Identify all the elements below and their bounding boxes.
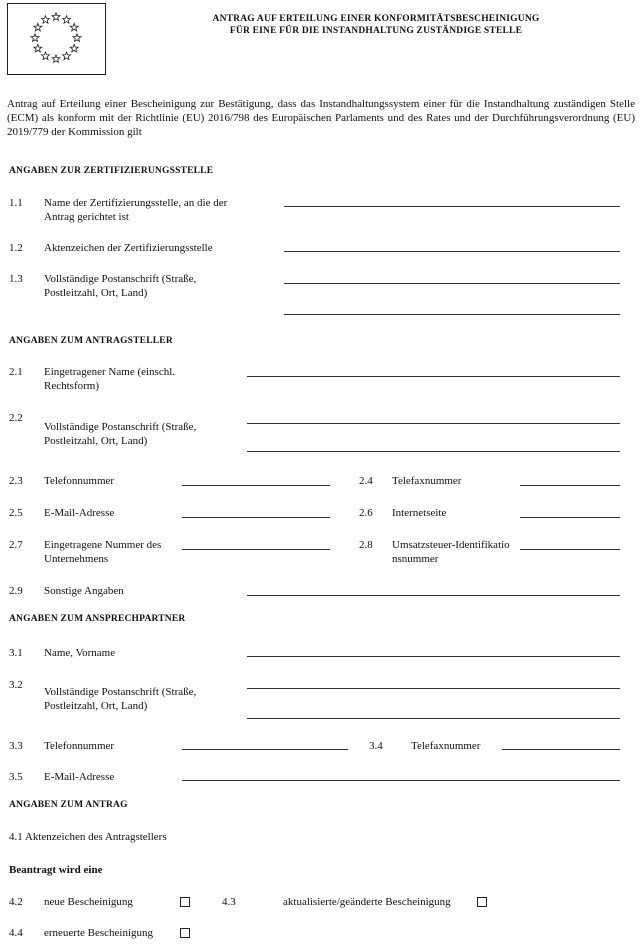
ansprechpartner-postanschrift-field-2[interactable] [247,718,620,719]
ansprechpartner-postanschrift-field-1[interactable] [247,688,620,689]
item-2-2-label: Vollständige Postanschrift (Straße, Postleitzahl, Ort, Land) [44,421,197,447]
item-3-1-number: 3.1 [9,647,23,659]
ansprechpartner-telefax-field[interactable] [502,749,620,750]
item-4-2-label: neue Bescheinigung [44,896,133,908]
item-4-3-label: aktualisierte/geänderte Bescheinigung [283,896,451,908]
zertifizierungsstelle-name-field[interactable] [284,206,620,207]
item-2-5-label: E-Mail-Adresse [44,507,115,519]
star-icon [70,44,78,52]
item-2-7-number: 2.7 [9,539,23,551]
item-4-4-label: erneuerte Bescheinigung [44,927,154,939]
star-icon [63,52,71,60]
section1-heading: ANGABEN ZUR ZERTIFIZIERUNGSSTELLE [9,166,214,176]
ansprechpartner-telefon-field[interactable] [182,749,348,750]
erneuerte-bescheinigung-checkbox[interactable] [180,928,190,938]
item-2-9-number: 2.9 [9,585,23,597]
item-2-4-label: Telefaxnummer [392,475,462,487]
item-3-4-number: 3.4 [369,740,383,752]
zertifizierungsstelle-aktenzeichen-field[interactable] [284,251,620,252]
section4-heading: ANGABEN ZUM ANTRAG [9,800,128,810]
item-3-3-number: 3.3 [9,740,23,752]
antragsteller-postanschrift-field-2[interactable] [247,451,620,452]
item-2-7-label: Eingetragene Nummer des Unternehmens [44,539,162,565]
antragsteller-internetseite-field[interactable] [520,517,620,518]
item-2-5-number: 2.5 [9,507,23,519]
item-4-2-number: 4.2 [9,896,23,908]
item-1-3-label: Vollständige Postanschrift (Straße, Postleitzahl, Ort, Land) [44,273,197,299]
form-title-line2: FÜR EINE FÜR DIE INSTANDHALTUNG ZUSTÄNDIGE STELLE [229,26,523,36]
antragsteller-ust-id-field[interactable] [520,549,620,550]
item-4-4-number: 4.4 [9,927,23,939]
item-3-5-label: E-Mail-Adresse [44,771,115,783]
antragsteller-email-field[interactable] [182,517,330,518]
neue-bescheinigung-checkbox[interactable] [180,897,190,907]
item-3-3-label: Telefonnummer [44,740,115,752]
section3-heading: ANGABEN ZUM ANSPRECHPARTNER [9,614,186,624]
antragsteller-aktenzeichen-label: 4.1 Aktenzeichen des Antragstellers [9,831,167,843]
item-1-1-label: Name der Zertifizierungsstelle, an die der Antrag gerichtet ist [44,197,228,223]
item-2-9-label: Sonstige Angaben [44,585,124,597]
item-1-3-number: 1.3 [9,273,23,285]
antragsteller-telefax-field[interactable] [520,485,620,486]
star-icon [42,52,50,60]
item-3-2-label: Vollständige Postanschrift (Straße, Postleitzahl, Ort, Land) [44,686,197,712]
item-3-5-number: 3.5 [9,771,23,783]
zertifizierungsstelle-postanschrift-field-2[interactable] [284,314,620,315]
item-1-2-number: 1.2 [9,242,23,254]
item-2-8-number: 2.8 [359,539,373,551]
item-4-3-number: 4.3 [222,896,236,908]
item-1-2-label: Aktenzeichen der Zertifizierungsstelle [44,242,213,254]
item-2-4-number: 2.4 [359,475,373,487]
intro-paragraph: Antrag auf Erteilung einer Bescheinigung zur Bestätigung, dass das Instandhaltungssystem einer für die Instandhaltung zuständigen Stelle (ECM) als konform mit der Richtlinie (EU) 2016/798 des Europäischen Parlaments und des Rates und der Durchführungsverordnung (EU) 2019/779 der Kommission gilt [7,98,635,138]
item-2-6-label: Internetseite [392,507,447,519]
ansprechpartner-email-field[interactable] [182,780,620,781]
star-icon [52,55,60,63]
zertifizierungsstelle-postanschrift-field-1[interactable] [284,283,620,284]
item-3-1-label: Name, Vorname [44,647,116,659]
item-1-1-number: 1.1 [9,197,23,209]
form-title-line1: ANTRAG AUF ERTEILUNG EINER KONFORMITÄTSBESCHEINIGUNG [212,14,540,24]
section2-heading: ANGABEN ZUM ANTRAGSTELLER [9,336,173,346]
antragsteller-telefon-field[interactable] [182,485,330,486]
item-3-4-label: Telefaxnummer [411,740,481,752]
ansprechpartner-name-field[interactable] [247,656,620,657]
item-2-6-number: 2.6 [359,507,373,519]
item-2-3-label: Telefonnummer [44,475,115,487]
item-2-1-number: 2.1 [9,366,23,378]
antragsteller-registernummer-field[interactable] [182,549,330,550]
item-2-2-number: 2.2 [9,412,23,424]
antragsteller-postanschrift-field-1[interactable] [247,423,620,424]
antragsteller-sonstige-angaben-field[interactable] [247,595,620,596]
item-2-8-label: Umsatzsteuer-Identifikationsnummer [392,539,510,565]
star-icon [34,44,42,52]
item-2-3-number: 2.3 [9,475,23,487]
antragsteller-name-field[interactable] [247,376,620,377]
request-type-subheading: Beantragt wird eine [9,864,103,876]
item-3-2-number: 3.2 [9,679,23,691]
aktualisierte-bescheinigung-checkbox[interactable] [477,897,487,907]
item-2-1-label: Eingetragener Name (einschl. Rechtsform) [44,366,176,392]
